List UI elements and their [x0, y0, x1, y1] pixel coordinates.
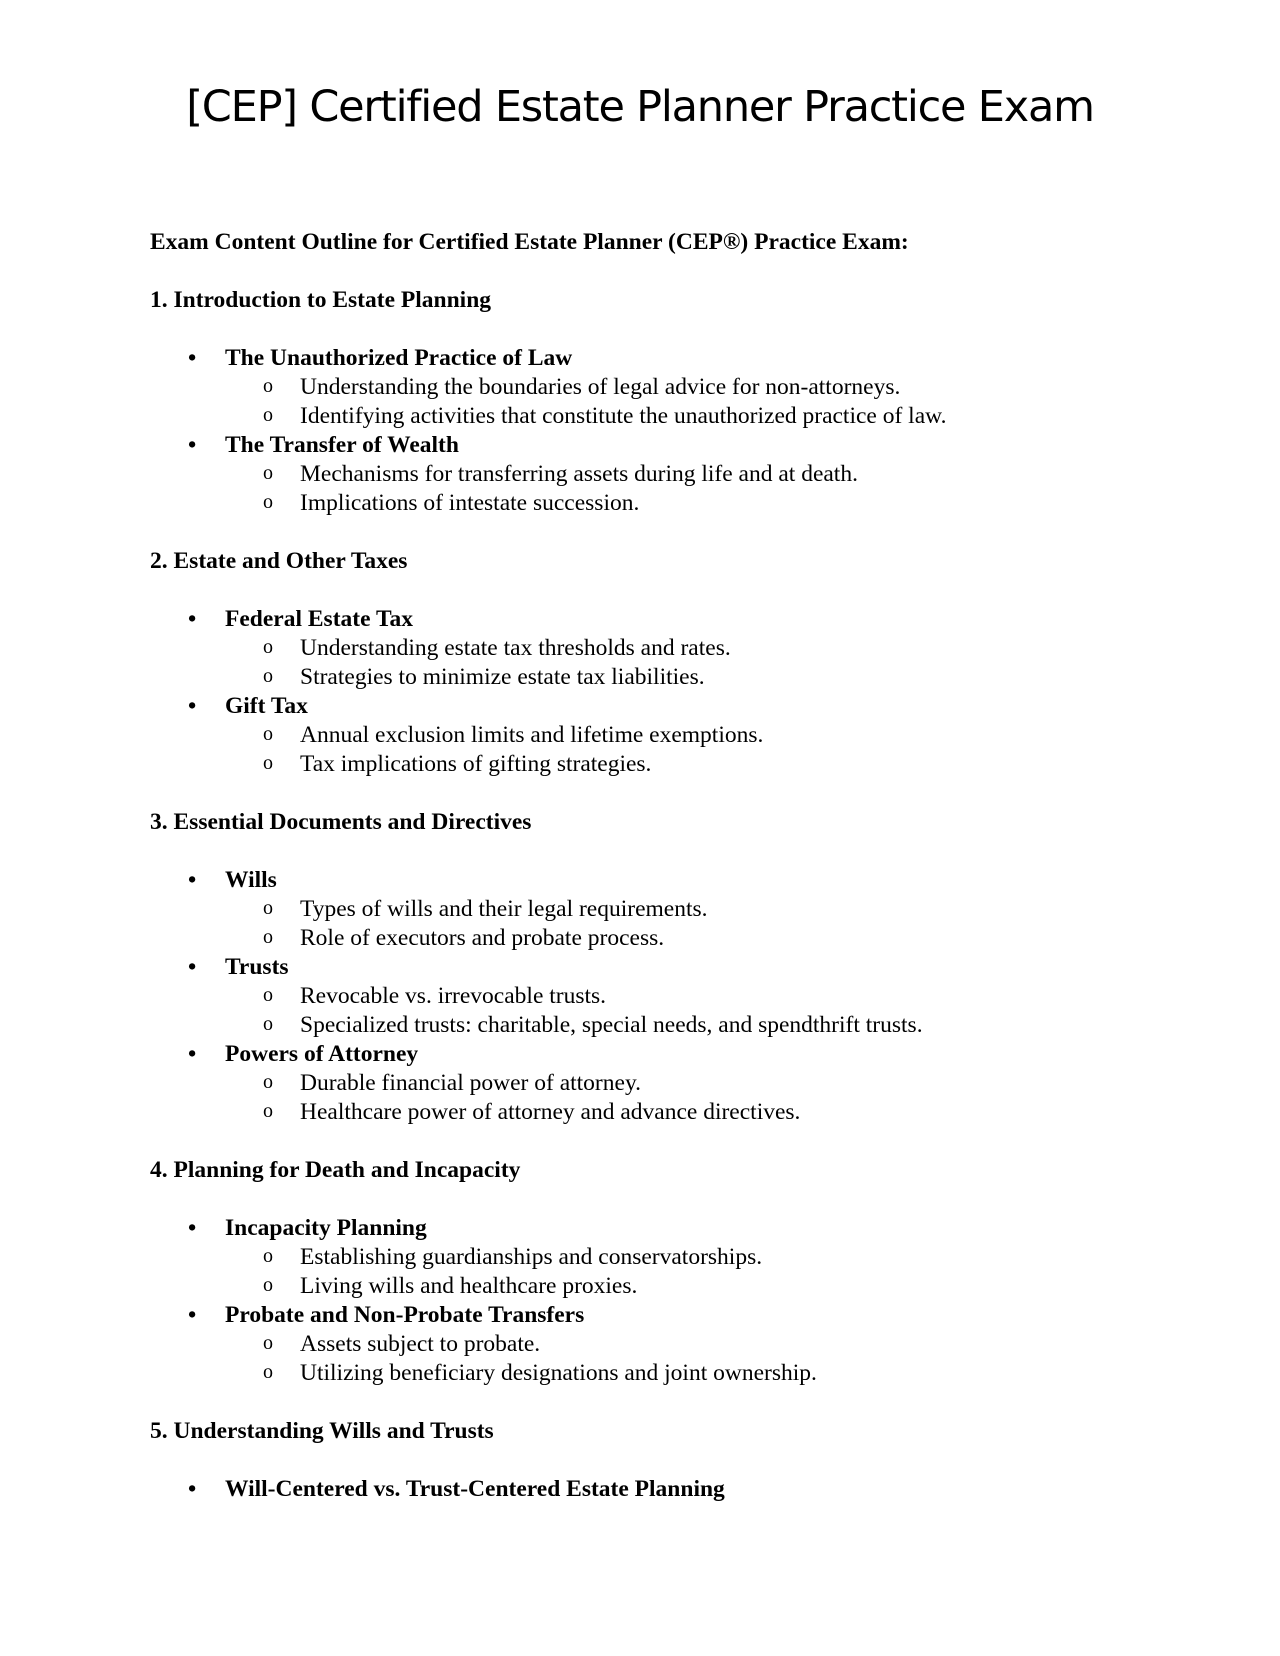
circle-bullet-icon: o: [263, 491, 273, 513]
point-text: Types of wills and their legal requirements.: [300, 896, 708, 922]
point-item: [225, 460, 1150, 489]
point-item: [225, 1272, 1150, 1301]
point-text: Utilizing beneficiary designations and joint ownership.: [300, 1360, 817, 1386]
topic-label: Incapacity Planning: [225, 1215, 427, 1241]
page-title: [CEP] Certified Estate Planner Practice Exam: [186, 82, 1094, 132]
point-list: [225, 634, 1150, 692]
topic-item: [150, 1214, 1150, 1301]
topic-label: Federal Estate Tax: [225, 606, 413, 632]
point-item: [225, 1359, 1150, 1388]
point-item: [225, 402, 1150, 431]
topic-item: [150, 344, 1150, 431]
outline-content: [150, 228, 1150, 1533]
bullet-icon: •: [188, 954, 197, 980]
point-item: [225, 924, 1150, 953]
bullet-icon: •: [188, 1041, 197, 1067]
point-text: Understanding the boundaries of legal advice for non-attorneys.: [300, 374, 901, 400]
point-list: [225, 1243, 1150, 1301]
bullet-icon: •: [188, 1476, 197, 1502]
point-list: [225, 1330, 1150, 1388]
topic-label: Gift Tax: [225, 693, 308, 719]
bullet-icon: •: [188, 606, 197, 632]
point-item: [225, 1069, 1150, 1098]
point-text: Strategies to minimize estate tax liabilities.: [300, 664, 705, 690]
point-list: [225, 373, 1150, 431]
section-list: [150, 286, 1150, 1504]
circle-bullet-icon: o: [263, 1100, 273, 1122]
topic-item: [150, 1040, 1150, 1127]
point-text: Mechanisms for transferring assets during life and at death.: [300, 461, 858, 487]
topic-item: [150, 866, 1150, 953]
topic-item: [150, 953, 1150, 1040]
circle-bullet-icon: o: [263, 752, 273, 774]
circle-bullet-icon: o: [263, 723, 273, 745]
circle-bullet-icon: o: [263, 1274, 273, 1296]
circle-bullet-icon: o: [263, 462, 273, 484]
circle-bullet-icon: o: [263, 926, 273, 948]
section: [150, 1417, 1150, 1504]
topic-label: Wills: [225, 867, 277, 893]
bullet-icon: •: [188, 1215, 197, 1241]
topic-item: [150, 1301, 1150, 1388]
topic-label: The Transfer of Wealth: [225, 432, 459, 458]
section: [150, 286, 1150, 518]
point-text: Understanding estate tax thresholds and rates.: [300, 635, 731, 661]
point-item: [225, 1330, 1150, 1359]
point-item: [225, 1243, 1150, 1272]
point-item: [225, 373, 1150, 402]
bullet-icon: •: [188, 345, 197, 371]
point-item: [225, 489, 1150, 518]
point-list: [225, 460, 1150, 518]
topic-list: [150, 1214, 1150, 1388]
bullet-icon: •: [188, 1302, 197, 1328]
point-item: [225, 1011, 1150, 1040]
topic-item: [150, 692, 1150, 779]
section-title: 5. Understanding Wills and Trusts: [150, 1418, 494, 1444]
circle-bullet-icon: o: [263, 1071, 273, 1093]
point-item: [225, 982, 1150, 1011]
circle-bullet-icon: o: [263, 897, 273, 919]
section-title: 1. Introduction to Estate Planning: [150, 287, 492, 313]
circle-bullet-icon: o: [263, 1332, 273, 1354]
topic-label: Probate and Non-Probate Transfers: [225, 1302, 585, 1328]
section-title: 2. Estate and Other Taxes: [150, 548, 408, 574]
circle-bullet-icon: o: [263, 1361, 273, 1383]
point-text: Identifying activities that constitute the unauthorized practice of law.: [300, 403, 947, 429]
point-item: [225, 750, 1150, 779]
point-text: Implications of intestate succession.: [300, 490, 640, 516]
section-title: 3. Essential Documents and Directives: [150, 809, 532, 835]
point-item: [225, 1098, 1150, 1127]
topic-list: [150, 605, 1150, 779]
point-text: Durable financial power of attorney.: [300, 1070, 642, 1096]
topic-item: [150, 1475, 1150, 1504]
bullet-icon: •: [188, 693, 197, 719]
circle-bullet-icon: o: [263, 375, 273, 397]
point-list: [225, 895, 1150, 953]
point-list: [225, 721, 1150, 779]
point-text: Role of executors and probate process.: [300, 925, 665, 951]
circle-bullet-icon: o: [263, 404, 273, 426]
point-item: [225, 721, 1150, 750]
point-text: Specialized trusts: charitable, special needs, and spendthrift trusts.: [300, 1012, 923, 1038]
bullet-icon: •: [188, 432, 197, 458]
point-text: Living wills and healthcare proxies.: [300, 1273, 638, 1299]
section: [150, 1156, 1150, 1388]
point-list: [225, 1069, 1150, 1127]
point-text: Healthcare power of attorney and advance directives.: [300, 1099, 801, 1125]
circle-bullet-icon: o: [263, 665, 273, 687]
outline-heading: Exam Content Outline for Certified Estate Planner (CEP®) Practice Exam:: [150, 229, 909, 255]
topic-label: The Unauthorized Practice of Law: [225, 345, 573, 371]
topic-label: Powers of Attorney: [225, 1041, 419, 1067]
point-item: [225, 895, 1150, 924]
circle-bullet-icon: o: [263, 984, 273, 1006]
bullet-icon: •: [188, 867, 197, 893]
topic-list: [150, 344, 1150, 518]
topic-list: [150, 866, 1150, 1127]
topic-item: [150, 605, 1150, 692]
section: [150, 808, 1150, 1127]
circle-bullet-icon: o: [263, 636, 273, 658]
point-text: Establishing guardianships and conservatorships.: [300, 1244, 763, 1270]
circle-bullet-icon: o: [263, 1013, 273, 1035]
point-item: [225, 663, 1150, 692]
point-text: Tax implications of gifting strategies.: [300, 751, 652, 777]
topic-label: Trusts: [225, 954, 289, 980]
section: [150, 547, 1150, 779]
topic-item: [150, 431, 1150, 518]
topic-list: [150, 1475, 1150, 1504]
point-item: [225, 634, 1150, 663]
point-text: Annual exclusion limits and lifetime exemptions.: [300, 722, 764, 748]
point-text: Assets subject to probate.: [300, 1331, 541, 1357]
point-list: [225, 982, 1150, 1040]
section-title: 4. Planning for Death and Incapacity: [150, 1157, 521, 1183]
circle-bullet-icon: o: [263, 1245, 273, 1267]
point-text: Revocable vs. irrevocable trusts.: [300, 983, 607, 1009]
topic-label: Will-Centered vs. Trust-Centered Estate Planning: [225, 1476, 725, 1502]
